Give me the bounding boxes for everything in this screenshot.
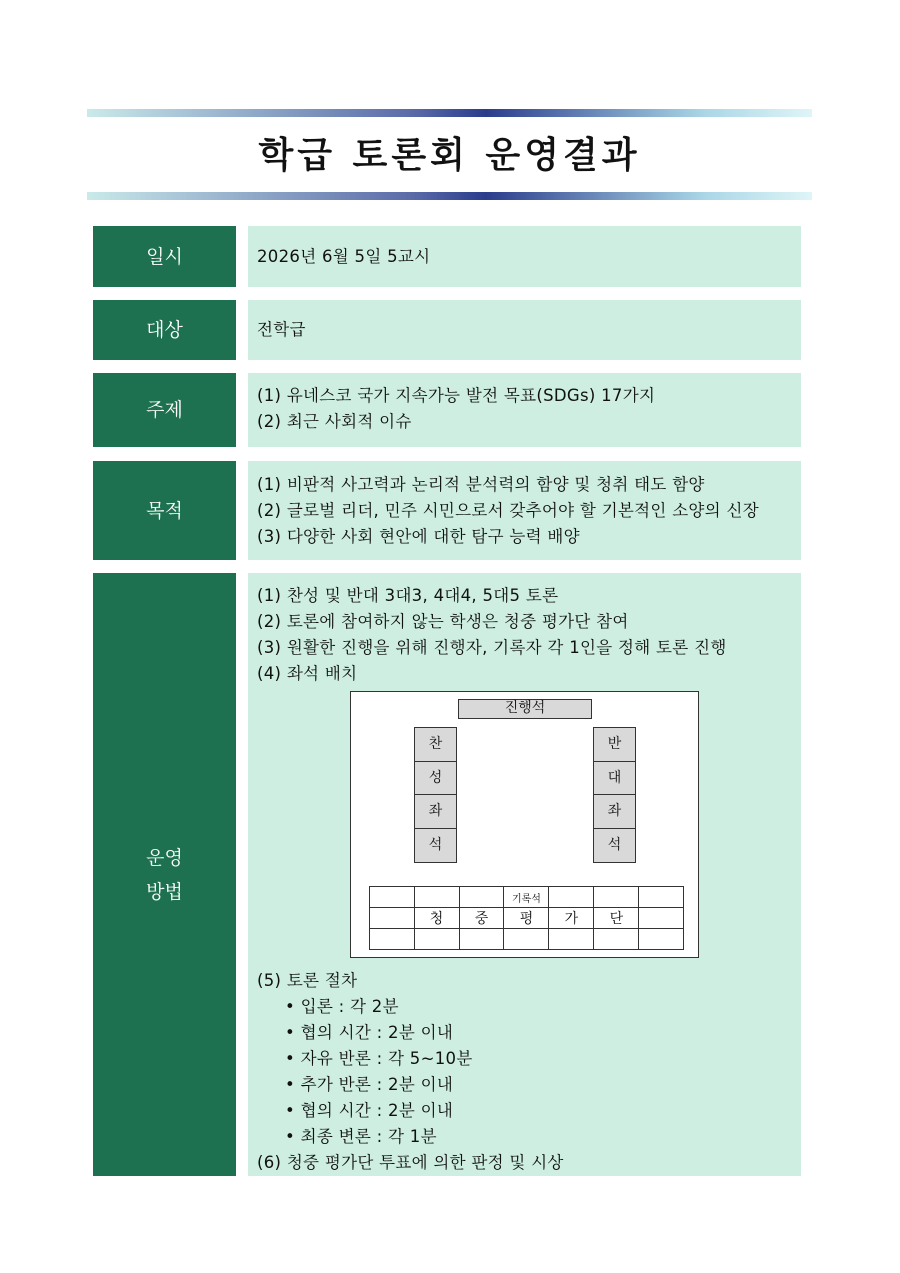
row-content-date (248, 226, 801, 287)
method-label-line: 운영 (146, 846, 183, 869)
con-seat-column (593, 727, 636, 863)
page-title: 학급 토론회 운영결과 (258, 135, 641, 176)
method-line: (1) 찬성 및 반대 3대3, 4대4, 5대5 토론 (257, 586, 559, 605)
grid-cell (594, 929, 639, 950)
audience-seat: 중 (459, 908, 504, 929)
audience-grid (369, 886, 684, 950)
audience-seat: 평 (504, 908, 549, 929)
grid-cell (370, 887, 415, 908)
con-seat: 반 (593, 727, 636, 762)
audience-seat: 청 (414, 908, 459, 929)
grid-cell (594, 887, 639, 908)
procedure-item: • 협의 시간 : 2분 이내 (285, 1023, 454, 1042)
row-label-purpose: 목적 (93, 461, 236, 560)
row-content-purpose (248, 461, 801, 560)
method-line: (3) 원활한 진행을 위해 진행자, 기록자 각 1인을 정해 토론 진행 (257, 638, 727, 657)
grid-cell (504, 929, 549, 950)
method-label-line: 방법 (146, 880, 183, 903)
row-content-topic (248, 373, 801, 447)
row-label-target: 대상 (93, 300, 236, 360)
row-label-date: 일시 (93, 226, 236, 287)
procedure-item: • 협의 시간 : 2분 이내 (285, 1101, 454, 1120)
title-bottom-bar (87, 192, 812, 200)
grid-cell (639, 929, 684, 950)
topic-line: (2) 최근 사회적 이슈 (257, 412, 412, 431)
grid-cell (549, 887, 594, 908)
procedure-title: (5) 토론 절차 (257, 971, 358, 990)
purpose-line: (1) 비판적 사고력과 논리적 분석력의 함양 및 청취 태도 함양 (257, 475, 705, 494)
audience-seat: 단 (594, 908, 639, 929)
row-content-target (248, 300, 801, 360)
con-seat: 대 (593, 761, 636, 796)
row-date (93, 226, 801, 287)
grid-cell (459, 929, 504, 950)
grid-cell (370, 908, 415, 929)
pro-seat-column (414, 727, 457, 863)
grid-cell (414, 929, 459, 950)
row-topic (93, 373, 801, 447)
con-seat: 좌 (593, 794, 636, 829)
grid-cell (370, 929, 415, 950)
grid-cell (549, 929, 594, 950)
row-target (93, 300, 801, 360)
row-label-topic: 주제 (93, 373, 236, 447)
procedure-item: • 최종 변론 : 각 1분 (285, 1127, 437, 1146)
target-value: 전학급 (257, 320, 306, 339)
row-label-method (93, 573, 236, 1176)
title-top-bar (87, 109, 812, 117)
pro-seat: 좌 (414, 794, 457, 829)
topic-line: (1) 유네스코 국가 지속가능 발전 목표(SDGs) 17가지 (257, 386, 656, 405)
procedure-item: • 자유 반론 : 각 5~10분 (285, 1049, 473, 1068)
method-last-line: (6) 청중 평가단 투표에 의한 판정 및 시상 (257, 1153, 564, 1172)
seating-diagram (350, 691, 699, 958)
purpose-line: (2) 글로벌 리더, 민주 시민으로서 갖추어야 할 기본적인 소양의 신장 (257, 501, 759, 520)
date-value: 2026년 6월 5일 5교시 (257, 246, 431, 266)
method-line: (4) 좌석 배치 (257, 664, 358, 683)
host-seat: 진행석 (458, 699, 592, 719)
grid-cell (639, 908, 684, 929)
purpose-line: (3) 다양한 사회 현안에 대한 탐구 능력 배양 (257, 527, 580, 546)
row-purpose (93, 461, 801, 560)
procedure-item: • 입론 : 각 2분 (285, 997, 399, 1016)
method-line: (2) 토론에 참여하지 않는 학생은 청중 평가단 참여 (257, 612, 629, 631)
pro-seat: 성 (414, 761, 457, 796)
con-seat: 석 (593, 828, 636, 863)
grid-cell (639, 887, 684, 908)
grid-cell (459, 887, 504, 908)
pro-seat: 찬 (414, 727, 457, 762)
pro-seat: 석 (414, 828, 457, 863)
grid-cell (414, 887, 459, 908)
procedure-item: • 추가 반론 : 2분 이내 (285, 1075, 454, 1094)
audience-seat: 가 (549, 908, 594, 929)
recorder-seat: 기록석 (504, 887, 549, 908)
